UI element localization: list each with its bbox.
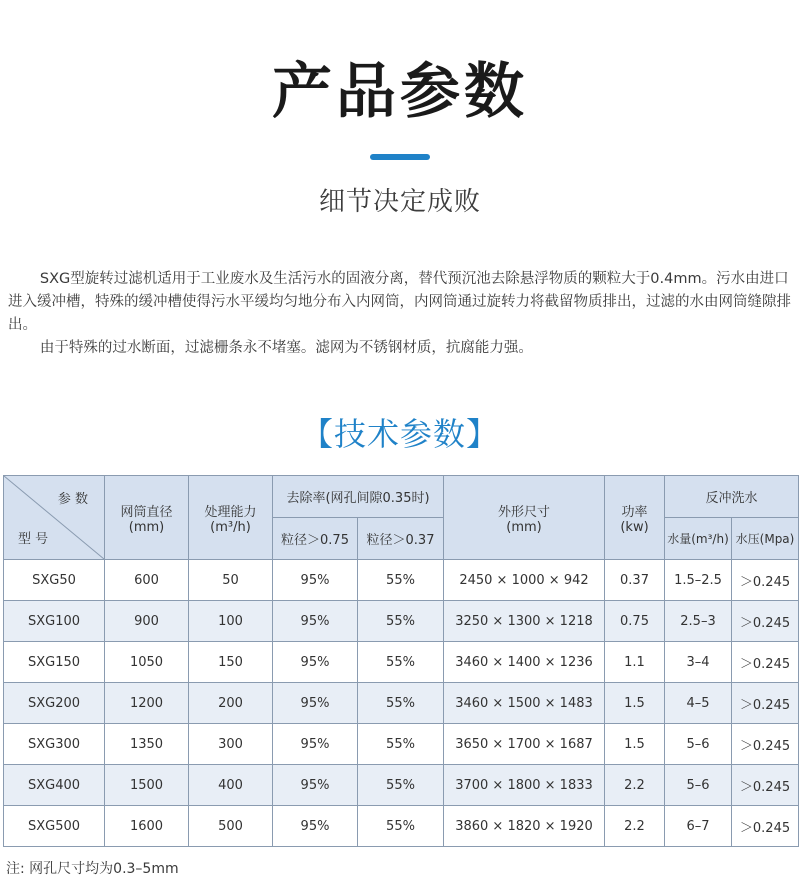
diameter-header xyxy=(105,476,189,560)
size-cell: 3250 × 1300 × 1218 xyxy=(444,601,605,642)
diameter-cell: 600 xyxy=(105,560,189,601)
model-cell: SXG200 xyxy=(4,683,105,724)
capacity-cell: 100 xyxy=(189,601,273,642)
page-subtitle: 细节决定成败 xyxy=(318,187,481,217)
size-label: 外形尺寸 xyxy=(497,504,550,520)
diameter-cell: 1350 xyxy=(105,724,189,765)
power-cell: 1.1 xyxy=(605,642,665,683)
pressure-cell: ＞0.245 xyxy=(732,806,799,847)
removal-075-cell: 95% xyxy=(273,560,358,601)
power-cell: 1.5 xyxy=(605,683,665,724)
table-row xyxy=(4,806,799,847)
diameter-cell: 1600 xyxy=(105,806,189,847)
param-label: 参 数 xyxy=(57,492,88,507)
size-cell: 3700 × 1800 × 1833 xyxy=(444,765,605,806)
diameter-cell: 1500 xyxy=(105,765,189,806)
title-underline xyxy=(370,154,430,160)
volume-cell: 6–7 xyxy=(665,806,732,847)
backwash-header: 反冲洗水 xyxy=(665,476,799,518)
model-cell: SXG150 xyxy=(4,642,105,683)
pressure-cell: ＞0.245 xyxy=(732,683,799,724)
capacity-cell: 300 xyxy=(189,724,273,765)
capacity-cell: 200 xyxy=(189,683,273,724)
section-title: 【技术参数】 xyxy=(300,415,499,453)
pressure-cell: ＞0.245 xyxy=(732,765,799,806)
removal-037-cell: 55% xyxy=(358,765,444,806)
pressure-cell: ＞0.245 xyxy=(732,560,799,601)
table-row xyxy=(4,765,799,806)
footnote: 注: 网孔尺寸均为0.3–5mm xyxy=(6,861,179,877)
size-cell: 3860 × 1820 × 1920 xyxy=(444,806,605,847)
capacity-unit: (m³/h) xyxy=(210,519,251,535)
size-cell: 3650 × 1700 × 1687 xyxy=(444,724,605,765)
diameter-cell: 900 xyxy=(105,601,189,642)
volume-cell: 2.5–3 xyxy=(665,601,732,642)
power-label: 功率 xyxy=(621,504,648,520)
size-header xyxy=(444,476,605,560)
size-unit: (mm) xyxy=(506,519,542,535)
pressure-cell: ＞0.245 xyxy=(732,724,799,765)
capacity-label: 处理能力 xyxy=(204,504,257,520)
capacity-cell: 400 xyxy=(189,765,273,806)
intro-paragraph-1: SXG型旋转过滤机适用于工业废水及生活污水的固液分离，替代预沉池去除悬浮物质的颗粒大于0.4mm。污水由进口进入缓冲槽，特殊的缓冲槽使得污水平缓均匀地分布入内网筒，内网筒通过旋转力将截留物质排出，过滤的水由网筒缝隙排出。 xyxy=(8,271,791,333)
page-title: 产品参数 xyxy=(272,57,528,127)
intro-text xyxy=(8,268,798,360)
size-cell: 3460 × 1500 × 1483 xyxy=(444,683,605,724)
removal-037-cell: 55% xyxy=(358,642,444,683)
removal-075-cell: 95% xyxy=(273,683,358,724)
removal-037-header: 粒径＞0.37 xyxy=(358,518,444,560)
model-cell: SXG300 xyxy=(4,724,105,765)
removal-075-cell: 95% xyxy=(273,724,358,765)
intro-paragraph-2: 由于特殊的过水断面，过滤栅条永不堵塞。滤网为不锈钢材质，抗腐能力强。 xyxy=(39,340,533,356)
removal-037-cell: 55% xyxy=(358,683,444,724)
table-row xyxy=(4,724,799,765)
removal-075-cell: 95% xyxy=(273,806,358,847)
removal-header: 去除率(网孔间隙0.35时) xyxy=(273,476,444,518)
removal-037-cell: 55% xyxy=(358,560,444,601)
removal-037-cell: 55% xyxy=(358,601,444,642)
pressure-cell: ＞0.245 xyxy=(732,642,799,683)
power-cell: 2.2 xyxy=(605,806,665,847)
power-unit: (kw) xyxy=(620,519,649,535)
table-row xyxy=(4,601,799,642)
diameter-label: 网筒直径 xyxy=(120,504,173,520)
volume-cell: 1.5–2.5 xyxy=(665,560,732,601)
power-cell: 1.5 xyxy=(605,724,665,765)
diameter-cell: 1200 xyxy=(105,683,189,724)
backwash-pressure-header: 水压(Mpa) xyxy=(732,518,799,560)
spec-table xyxy=(3,475,799,847)
diameter-unit: (mm) xyxy=(128,519,165,535)
pressure-cell: ＞0.245 xyxy=(732,601,799,642)
power-cell: 2.2 xyxy=(605,765,665,806)
volume-cell: 4–5 xyxy=(665,683,732,724)
model-cell: SXG500 xyxy=(4,806,105,847)
capacity-cell: 50 xyxy=(189,560,273,601)
capacity-header xyxy=(189,476,273,560)
capacity-cell: 150 xyxy=(189,642,273,683)
capacity-cell: 500 xyxy=(189,806,273,847)
volume-cell: 5–6 xyxy=(665,765,732,806)
table-row xyxy=(4,683,799,724)
diameter-cell: 1050 xyxy=(105,642,189,683)
power-header xyxy=(605,476,665,560)
removal-037-cell: 55% xyxy=(358,806,444,847)
removal-037-cell: 55% xyxy=(358,724,444,765)
removal-075-cell: 95% xyxy=(273,642,358,683)
table-row xyxy=(4,642,799,683)
size-cell: 3460 × 1400 × 1236 xyxy=(444,642,605,683)
model-cell: SXG400 xyxy=(4,765,105,806)
power-cell: 0.37 xyxy=(605,560,665,601)
size-cell: 2450 × 1000 × 942 xyxy=(444,560,605,601)
removal-075-cell: 95% xyxy=(273,601,358,642)
backwash-volume-header: 水量(m³/h) xyxy=(665,518,732,560)
model-label: 型 号 xyxy=(18,532,49,547)
volume-cell: 3–4 xyxy=(665,642,732,683)
model-cell: SXG100 xyxy=(4,601,105,642)
param-model-header xyxy=(4,476,105,560)
table-row xyxy=(4,560,799,601)
volume-cell: 5–6 xyxy=(665,724,732,765)
removal-075-header: 粒径＞0.75 xyxy=(273,518,358,560)
model-cell: SXG50 xyxy=(4,560,105,601)
removal-075-cell: 95% xyxy=(273,765,358,806)
power-cell: 0.75 xyxy=(605,601,665,642)
